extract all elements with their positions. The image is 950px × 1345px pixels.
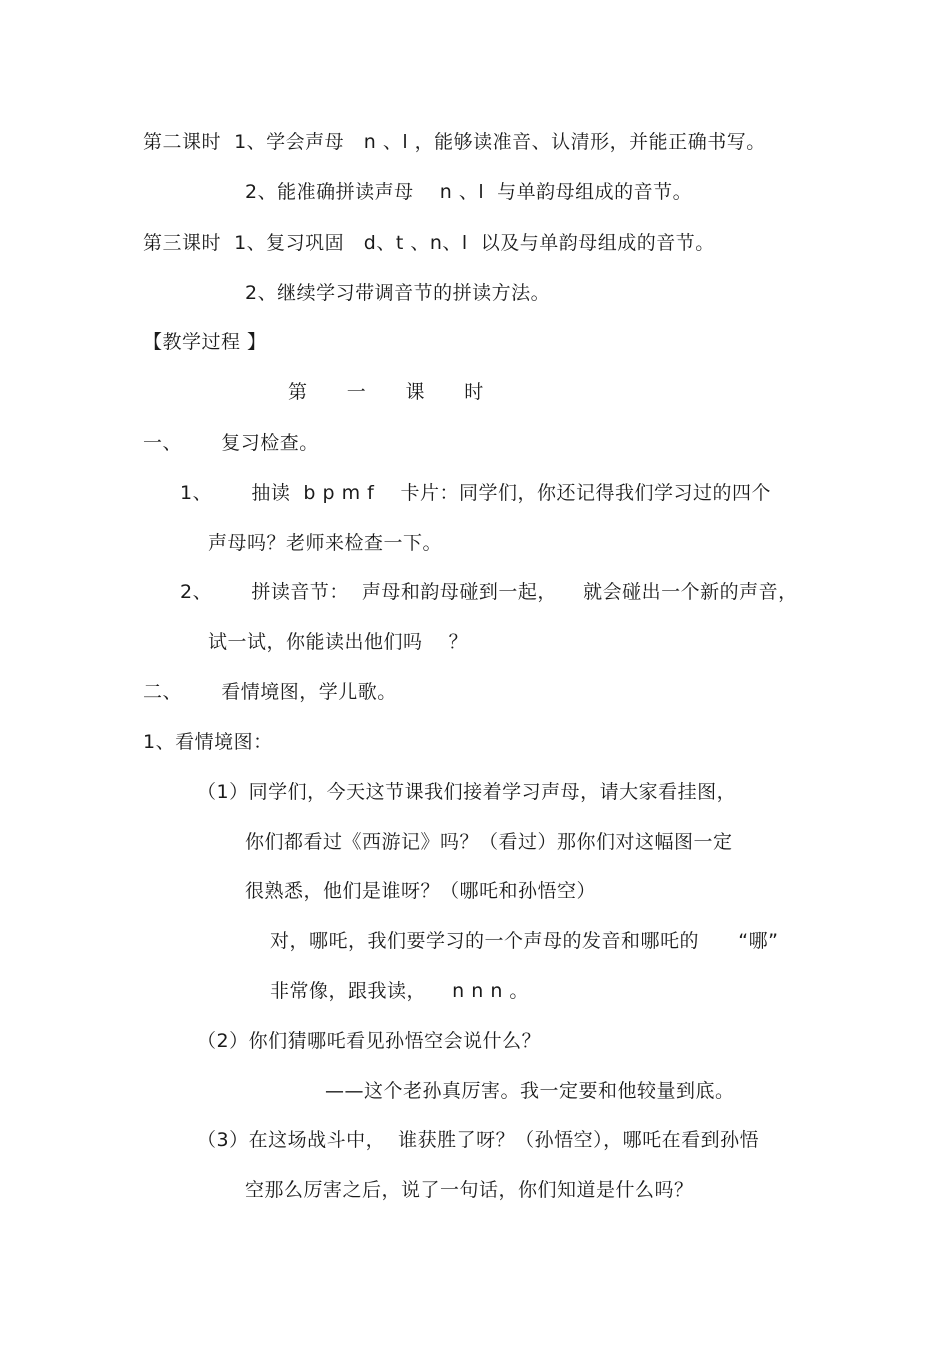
text-line-18: 非常像，跟我读， n n n 。 (270, 980, 529, 1002)
section-heading: 【教学过程 】 (143, 331, 267, 353)
text-line-15: 你们都看过《西游记》吗？（看过）那你们对这幅图一定 (245, 831, 733, 853)
text-line-1: 第二课时 1、学会声母 n 、l ，能够读准音、认清形，并能正确书写。 (143, 131, 766, 153)
text-line-19: （2）你们猜哪吒看见孙悟空会说什么？ (197, 1030, 542, 1052)
text-line-3: 第三课时 1、复习巩固 d、t 、n、l 以及与单韵母组成的音节。 (143, 232, 715, 254)
text-line-8: 1、 抽读 b p m f 卡片：同学们，你还记得我们学习过的四个 (180, 482, 772, 504)
text-line-10: 2、 拼读音节： 声母和韵母碰到一起， 就会碰出一个新的声音， (180, 581, 798, 603)
text-line-2: 2、能准确拼读声母 n 、l 与单韵母组成的音节。 (245, 181, 693, 203)
text-line-21: （3）在这场战斗中， 谁获胜了呀？（孙悟空），哪吒在看到孙悟 (197, 1129, 760, 1151)
text-line-13: 1、看情境图： (143, 731, 273, 753)
text-line-22: 空那么厉害之后，说了一句话，你们知道是什么吗？ (245, 1179, 694, 1201)
text-line-14: （1）同学们，今天这节课我们接着学习声母，请大家看挂图， (197, 781, 737, 803)
lesson-title: 第 一 课 时 (288, 381, 484, 403)
text-line-20: ——这个老孙真厉害。我一定要和他较量到底。 (325, 1080, 735, 1102)
text-line-7: 一、 复习检查。 (143, 432, 319, 454)
text-line-16: 很熟悉，他们是谁呀？（哪吒和孙悟空） (245, 880, 597, 902)
text-line-12: 二、 看情境图，学儿歌。 (143, 681, 397, 703)
text-line-11: 试一试，你能读出他们吗 ？ (208, 631, 469, 653)
text-line-4: 2、继续学习带调音节的拼读方法。 (245, 282, 551, 304)
text-line-9: 声母吗？老师来检查一下。 (208, 532, 443, 554)
text-line-17: 对，哪吒，我们要学习的一个声母的发音和哪吒的 “哪” (270, 930, 779, 952)
